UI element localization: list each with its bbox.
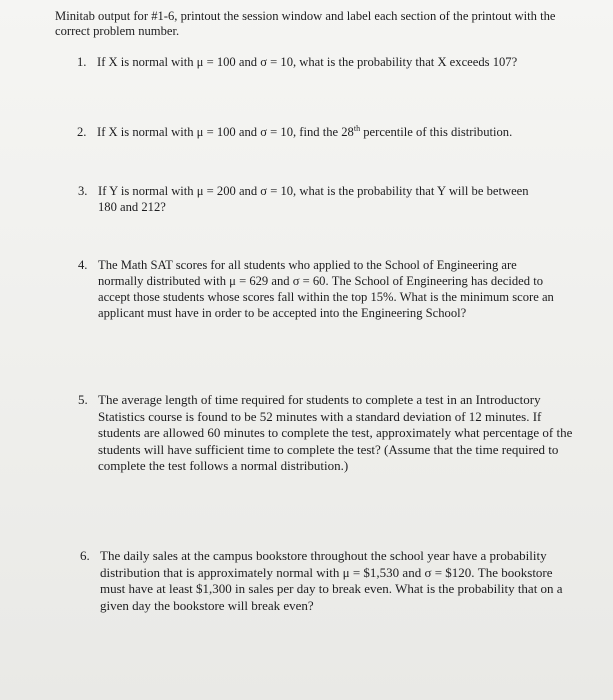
question-line: If Y is normal with μ = 200 and σ = 10, what is the probability that Y will be between — [98, 184, 529, 198]
question-number: 2. — [77, 125, 87, 139]
question-number: 3. — [78, 184, 88, 198]
question-number: 6. — [80, 548, 90, 563]
question-text — [98, 392, 572, 475]
question-line — [97, 124, 512, 140]
question-number: 4. — [78, 258, 88, 272]
question-line: distribution that is approximately normal with μ = $1,530 and σ = $120. The bookstore — [100, 564, 553, 580]
question-line: applicant must have in order to be accepted into the Engineering School? — [98, 306, 467, 320]
question-text — [100, 548, 563, 614]
ordinal-suffix: th — [353, 123, 361, 133]
question-line: Statistics course is found to be 52 minutes with a standard deviation of 12 minutes. If — [98, 408, 542, 424]
question-line: accept those students whose scores fall within the top 15%. What is the minimum score an — [98, 290, 554, 304]
question-line: The average length of time required for students to complete a test in an Introductory — [98, 392, 541, 407]
question-text — [98, 183, 529, 215]
question-number: 5. — [78, 392, 88, 407]
question-line: normally distributed with μ = 629 and σ = 60. The School of Engineering has decided to — [98, 274, 544, 288]
instructions-line-1: Minitab output for #1-6, printout the session window and label each section of the printout with the — [55, 9, 556, 23]
question-line-start: If X is normal with μ = 100 and σ = 10, find the 28 — [97, 125, 354, 139]
question-text — [97, 54, 517, 70]
question-line-end: percentile of this distribution. — [360, 125, 513, 139]
question-line: given day the bookstore will break even? — [100, 597, 314, 613]
question-line: students will have sufficient time to complete the test? (Assume that the time required to — [98, 441, 559, 457]
question-line: The Math SAT scores for all students who applied to the School of Engineering are — [98, 258, 517, 272]
question-number: 1. — [77, 55, 87, 69]
question-line: The daily sales at the campus bookstore throughout the school year have a probability — [100, 548, 547, 563]
question-line: must have at least $1,300 in sales per day to break even. What is the probability that on a — [100, 581, 563, 596]
question-text — [97, 124, 512, 140]
question-line: complete the test follows a normal distribution.) — [98, 458, 349, 473]
question-text — [98, 257, 554, 321]
question-line: 180 and 212? — [98, 200, 166, 214]
question-line: students are allowed 60 minutes to complete the test, approximately what percentage of the — [98, 425, 573, 440]
instructions — [55, 9, 575, 39]
instructions-line-2: correct problem number. — [55, 24, 180, 38]
question-line: If X is normal with μ = 100 and σ = 10, what is the probability that X exceeds 107? — [97, 55, 518, 69]
